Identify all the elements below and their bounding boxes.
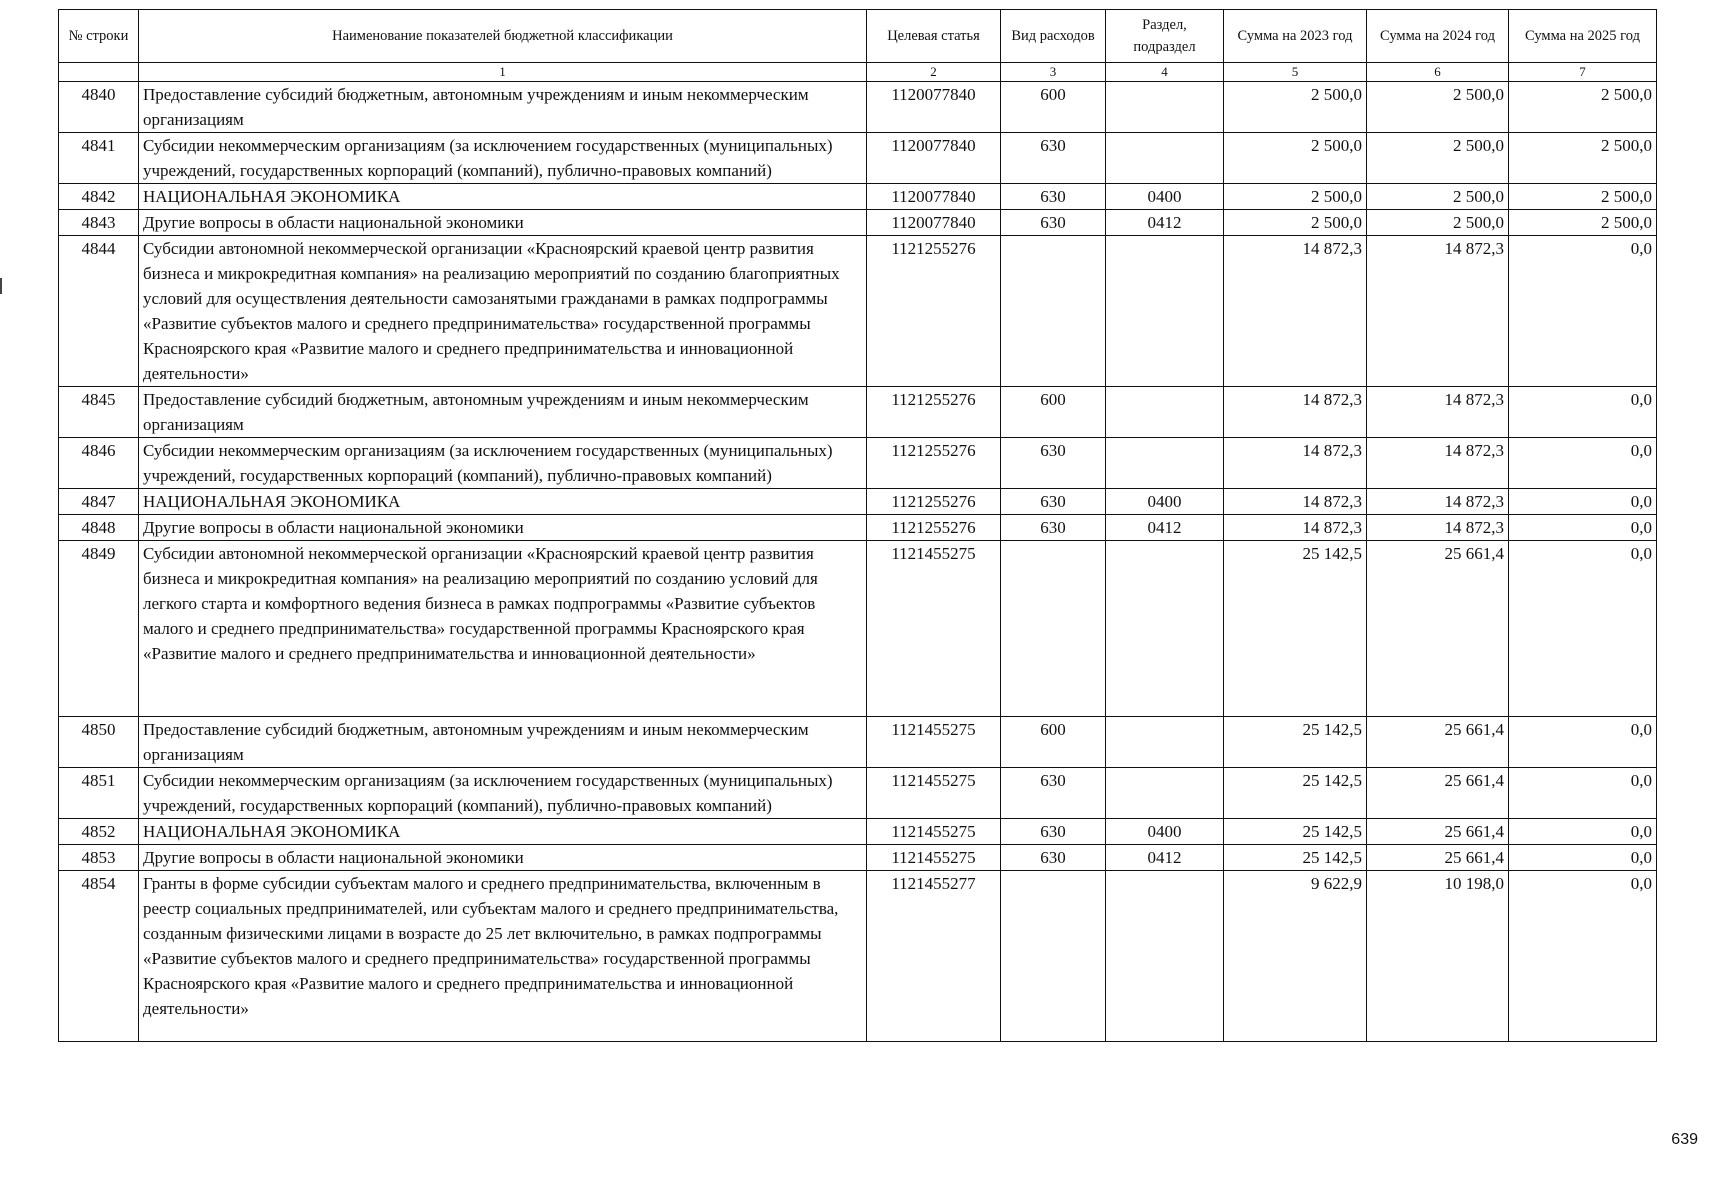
sum-2024: 10 198,0: [1367, 871, 1509, 1042]
column-number: 7: [1509, 63, 1657, 82]
sum-2024: 2 500,0: [1367, 210, 1509, 236]
indicator-name: Другие вопросы в области национальной экономики: [139, 515, 867, 541]
section-code: [1106, 717, 1224, 768]
sum-2025: 0,0: [1509, 845, 1657, 871]
sum-2024: 25 661,4: [1367, 845, 1509, 871]
sum-2025: 0,0: [1509, 871, 1657, 1042]
table-row: [59, 82, 1657, 133]
row-number: 4840: [59, 82, 139, 133]
row-number: 4851: [59, 768, 139, 819]
indicator-name: Субсидии автономной некоммерческой организации «Красноярский краевой центр развития бизнеса и микрокредитная компания» на реализацию мероприятий по созданию благоприятных условий для осуществления деятельности самозанятыми гражданами в рамках подпрограммы «Развитие субъектов малого и среднего предпринимательства» государственной программы Красноярского края «Развитие малого и среднего предпринимательства и инновационной деятельности»: [139, 236, 867, 387]
sum-2024: 2 500,0: [1367, 184, 1509, 210]
indicator-name: Другие вопросы в области национальной экономики: [139, 845, 867, 871]
expense-type: 630: [1001, 819, 1106, 845]
expense-type: 630: [1001, 210, 1106, 236]
sum-2023: 25 142,5: [1224, 541, 1367, 717]
sum-2023: 25 142,5: [1224, 845, 1367, 871]
sum-2025: 2 500,0: [1509, 210, 1657, 236]
sum-2024: 25 661,4: [1367, 768, 1509, 819]
sum-2023: 14 872,3: [1224, 515, 1367, 541]
sum-2025: 0,0: [1509, 819, 1657, 845]
section-code: [1106, 236, 1224, 387]
sum-2025: 0,0: [1509, 438, 1657, 489]
sum-2024: 25 661,4: [1367, 717, 1509, 768]
expense-type: [1001, 871, 1106, 1042]
budget-table: [58, 9, 1657, 1042]
sum-2023: 2 500,0: [1224, 133, 1367, 184]
sum-2024: 14 872,3: [1367, 489, 1509, 515]
expense-type: 600: [1001, 387, 1106, 438]
section-code: [1106, 871, 1224, 1042]
target-article: 1121255276: [867, 515, 1001, 541]
row-number: 4854: [59, 871, 139, 1042]
header-expense-type: Вид расходов: [1001, 10, 1106, 63]
row-number: 4853: [59, 845, 139, 871]
sum-2025: 0,0: [1509, 768, 1657, 819]
expense-type: 630: [1001, 845, 1106, 871]
sum-2023: 25 142,5: [1224, 768, 1367, 819]
target-article: 1121455275: [867, 541, 1001, 717]
expense-type: 630: [1001, 768, 1106, 819]
sum-2023: 2 500,0: [1224, 210, 1367, 236]
table-row: [59, 236, 1657, 387]
sum-2025: 2 500,0: [1509, 184, 1657, 210]
sum-2025: 0,0: [1509, 515, 1657, 541]
expense-type: 600: [1001, 717, 1106, 768]
row-number: 4843: [59, 210, 139, 236]
section-code: 0412: [1106, 845, 1224, 871]
target-article: 1121455275: [867, 845, 1001, 871]
sum-2023: 14 872,3: [1224, 489, 1367, 515]
table-row: [59, 845, 1657, 871]
sum-2024: 2 500,0: [1367, 133, 1509, 184]
header-row-no: № строки: [59, 10, 139, 63]
indicator-name: Субсидии некоммерческим организациям (за исключением государственных (муниципальных) учреждений, государственных корпораций (компаний), публично-правовых компаний): [139, 438, 867, 489]
target-article: 1121255276: [867, 236, 1001, 387]
sum-2023: 25 142,5: [1224, 717, 1367, 768]
indicator-name: Другие вопросы в области национальной экономики: [139, 210, 867, 236]
table-row: [59, 717, 1657, 768]
row-number: 4852: [59, 819, 139, 845]
column-number: 4: [1106, 63, 1224, 82]
margin-mark: [0, 278, 2, 294]
header-section: Раздел, подраздел: [1106, 10, 1224, 63]
table-row: [59, 133, 1657, 184]
target-article: 1120077840: [867, 133, 1001, 184]
section-code: 0400: [1106, 489, 1224, 515]
section-code: [1106, 133, 1224, 184]
indicator-name: Субсидии некоммерческим организациям (за исключением государственных (муниципальных) учреждений, государственных корпораций (компаний), публично-правовых компаний): [139, 133, 867, 184]
sum-2025: 2 500,0: [1509, 82, 1657, 133]
table-row: [59, 515, 1657, 541]
sum-2024: 2 500,0: [1367, 82, 1509, 133]
indicator-name: Предоставление субсидий бюджетным, автономным учреждениям и иным некоммерческим организациям: [139, 717, 867, 768]
sum-2024: 25 661,4: [1367, 819, 1509, 845]
indicator-name: Субсидии некоммерческим организациям (за исключением государственных (муниципальных) учреждений, государственных корпораций (компаний), публично-правовых компаний): [139, 768, 867, 819]
indicator-name: НАЦИОНАЛЬНАЯ ЭКОНОМИКА: [139, 184, 867, 210]
table-row: [59, 210, 1657, 236]
expense-type: 630: [1001, 438, 1106, 489]
table-row: [59, 871, 1657, 1042]
sum-2023: 9 622,9: [1224, 871, 1367, 1042]
table-row: [59, 819, 1657, 845]
table-row: [59, 541, 1657, 717]
target-article: 1121455277: [867, 871, 1001, 1042]
expense-type: 600: [1001, 82, 1106, 133]
indicator-name: Предоставление субсидий бюджетным, автономным учреждениям и иным некоммерческим организациям: [139, 82, 867, 133]
sum-2025: 0,0: [1509, 387, 1657, 438]
column-number: 1: [139, 63, 867, 82]
table-body: [59, 82, 1657, 1042]
column-number: 5: [1224, 63, 1367, 82]
sum-2025: 0,0: [1509, 236, 1657, 387]
column-number-row: [59, 63, 1657, 82]
column-number: 2: [867, 63, 1001, 82]
column-number: [59, 63, 139, 82]
column-number: 3: [1001, 63, 1106, 82]
section-code: 0400: [1106, 819, 1224, 845]
header-sum-2023: Сумма на 2023 год: [1224, 10, 1367, 63]
section-code: 0412: [1106, 210, 1224, 236]
indicator-name: НАЦИОНАЛЬНАЯ ЭКОНОМИКА: [139, 819, 867, 845]
row-number: 4848: [59, 515, 139, 541]
target-article: 1120077840: [867, 184, 1001, 210]
row-number: 4841: [59, 133, 139, 184]
section-code: [1106, 438, 1224, 489]
row-number: 4849: [59, 541, 139, 717]
target-article: 1121455275: [867, 768, 1001, 819]
indicator-name: Субсидии автономной некоммерческой организации «Красноярский краевой центр развития бизнеса и микрокредитная компания» на реализацию мероприятий по созданию условий для легкого старта и комфортного ведения бизнеса в рамках подпрограммы «Развитие субъектов малого и среднего предпринимательства» государственной программы Красноярского края «Развитие малого и среднего предпринимательства и инновационной деятельности»: [139, 541, 867, 717]
page-number: 639: [1671, 1131, 1698, 1148]
section-code: [1106, 541, 1224, 717]
row-number: 4847: [59, 489, 139, 515]
sum-2023: 14 872,3: [1224, 236, 1367, 387]
sum-2024: 14 872,3: [1367, 515, 1509, 541]
indicator-name: Гранты в форме субсидии субъектам малого и среднего предпринимательства, включенным в реестр социальных предпринимателей, или субъектам малого и среднего предпринимательства, созданным физическими лицами в возрасте до 25 лет включительно, в рамках подпрограммы «Развитие субъектов малого и среднего предпринимательства» государственной программы Красноярского края «Развитие малого и среднего предпринимательства и инновационной деятельности»: [139, 871, 867, 1042]
target-article: 1121455275: [867, 819, 1001, 845]
expense-type: 630: [1001, 515, 1106, 541]
sum-2023: 2 500,0: [1224, 82, 1367, 133]
sum-2024: 14 872,3: [1367, 236, 1509, 387]
sum-2025: 0,0: [1509, 717, 1657, 768]
expense-type: 630: [1001, 184, 1106, 210]
header-name: Наименование показателей бюджетной классификации: [139, 10, 867, 63]
expense-type: [1001, 541, 1106, 717]
sum-2024: 14 872,3: [1367, 438, 1509, 489]
row-number: 4850: [59, 717, 139, 768]
expense-type: [1001, 236, 1106, 387]
sum-2025: 2 500,0: [1509, 133, 1657, 184]
target-article: 1120077840: [867, 82, 1001, 133]
target-article: 1121255276: [867, 387, 1001, 438]
indicator-name: Предоставление субсидий бюджетным, автономным учреждениям и иным некоммерческим организациям: [139, 387, 867, 438]
section-code: [1106, 82, 1224, 133]
sum-2024: 14 872,3: [1367, 387, 1509, 438]
table-row: [59, 489, 1657, 515]
target-article: 1121255276: [867, 438, 1001, 489]
target-article: 1121255276: [867, 489, 1001, 515]
indicator-name: НАЦИОНАЛЬНАЯ ЭКОНОМИКА: [139, 489, 867, 515]
sum-2023: 14 872,3: [1224, 387, 1367, 438]
header-sum-2025: Сумма на 2025 год: [1509, 10, 1657, 63]
table-row: [59, 184, 1657, 210]
header-sum-2024: Сумма на 2024 год: [1367, 10, 1509, 63]
row-number: 4846: [59, 438, 139, 489]
column-number: 6: [1367, 63, 1509, 82]
target-article: 1121455275: [867, 717, 1001, 768]
section-code: 0412: [1106, 515, 1224, 541]
sum-2023: 25 142,5: [1224, 819, 1367, 845]
section-code: [1106, 768, 1224, 819]
sum-2025: 0,0: [1509, 541, 1657, 717]
row-number: 4842: [59, 184, 139, 210]
sum-2023: 2 500,0: [1224, 184, 1367, 210]
sum-2023: 14 872,3: [1224, 438, 1367, 489]
target-article: 1120077840: [867, 210, 1001, 236]
header-target: Целевая статья: [867, 10, 1001, 63]
section-code: [1106, 387, 1224, 438]
table-header: [59, 10, 1657, 82]
sum-2024: 25 661,4: [1367, 541, 1509, 717]
expense-type: 630: [1001, 489, 1106, 515]
row-number: 4845: [59, 387, 139, 438]
expense-type: 630: [1001, 133, 1106, 184]
row-number: 4844: [59, 236, 139, 387]
table-row: [59, 768, 1657, 819]
table-row: [59, 438, 1657, 489]
table-row: [59, 387, 1657, 438]
section-code: 0400: [1106, 184, 1224, 210]
sum-2025: 0,0: [1509, 489, 1657, 515]
